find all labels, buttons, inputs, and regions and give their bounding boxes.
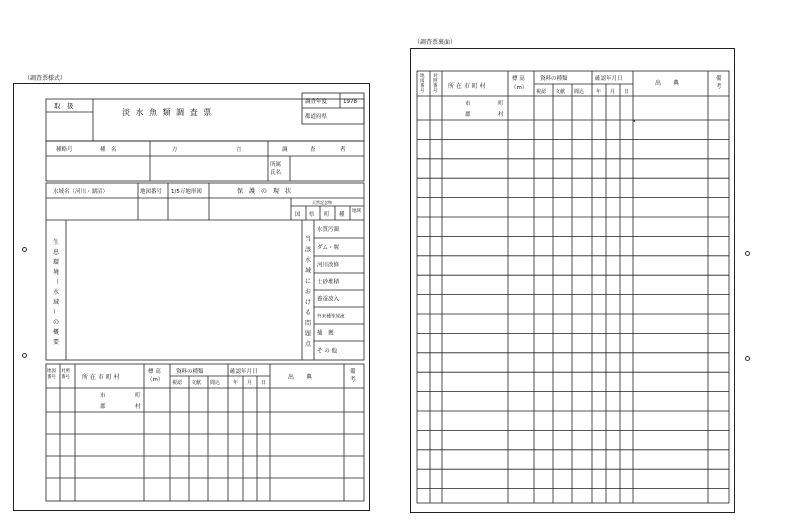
habitat-vertical-text-char: 要 xyxy=(53,339,60,346)
right-map-number-col-header-char: 図 xyxy=(420,79,425,84)
scale-header: 1/5万地形図 xyxy=(171,189,202,195)
problems-vertical-text-char: る xyxy=(305,309,312,317)
protection-header: 保 護 の 現 状 xyxy=(237,188,292,195)
confirm-day: 日 xyxy=(261,380,267,386)
right-altitude-col-line1: 標 高 xyxy=(512,76,525,82)
materials-hearsay: 聞込 xyxy=(210,380,221,386)
right-mark-dot: ◂ xyxy=(633,118,636,123)
survey-number-col-line1: 対照 xyxy=(61,369,70,374)
dialect-header-1: 方 xyxy=(172,147,178,153)
habitat-vertical-text-char: （ xyxy=(53,279,60,286)
right-map-number-col-header xyxy=(420,72,425,94)
right-map-number-col-header-char: 番 xyxy=(420,84,425,89)
district-label: 郡 xyxy=(100,404,106,410)
source-col-header: 出 典 xyxy=(288,374,313,381)
problems-vertical-text-char: 当 xyxy=(305,236,312,243)
village-label: 村 xyxy=(135,404,141,410)
habitat-vertical-text-char: ） xyxy=(53,309,60,316)
habitat-vertical-text-char: 概 xyxy=(53,329,60,336)
designation-prefecture: 県 xyxy=(309,212,315,218)
materials-visual: 視認 xyxy=(172,380,183,386)
altitude-col-line1: 標 高 xyxy=(148,369,161,375)
designation-town: 町 xyxy=(324,212,330,218)
problem-item-2: 河川改修 xyxy=(317,262,340,269)
problem-item-3: 土砂堆積 xyxy=(317,279,340,286)
right-materials-col-header: 資料の種類 xyxy=(540,76,568,82)
right-survey-number-col-header xyxy=(433,72,438,94)
right-remarks-col-line2: 考 xyxy=(716,84,722,90)
right-form-caption: （調査票裏面） xyxy=(414,39,457,46)
left-form-caption: （調査票様式） xyxy=(24,75,67,82)
right-materials-literature: 文献 xyxy=(555,89,566,95)
right-vertical-headers xyxy=(420,72,438,94)
right-altitude-col-line2: （m） xyxy=(511,85,528,91)
survey-number-col-line2: 番号 xyxy=(61,375,70,380)
right-map-number-col-header-char: 号 xyxy=(420,89,425,94)
city-label: 市 xyxy=(100,393,106,399)
waterbody-header: 水域名（河川・湖沼） xyxy=(53,189,109,195)
problem-item-4: 養蚕放入 xyxy=(317,296,340,303)
problems-vertical-text-char: に xyxy=(305,278,312,285)
problem-item-1: ダム・堰 xyxy=(317,245,340,251)
right-remarks-col-line1: 備 xyxy=(716,76,722,82)
right-materials-visual: 視認 xyxy=(536,89,547,95)
map-number-header: 地図番号 xyxy=(140,189,163,195)
confirm-month: 月 xyxy=(247,380,253,386)
remarks-col-line1: 備 xyxy=(350,369,356,375)
remarks-col-line2: 考 xyxy=(350,377,356,383)
problem-item-6: 捕 獲 xyxy=(317,330,334,337)
right-survey-number-col-header-char: 番 xyxy=(433,84,438,89)
problems-vertical-text-char: 題 xyxy=(305,330,312,338)
problems-vertical-text-char: お xyxy=(305,288,312,296)
right-source-col-header: 出 典 xyxy=(655,80,680,87)
affiliation-label-line2: 氏名 xyxy=(270,170,282,176)
right-materials-hearsay: 聞込 xyxy=(574,89,585,95)
right-town-label: 町 xyxy=(498,101,504,107)
right-confirm-date-col-header: 確認年月日 xyxy=(595,76,623,82)
right-remarks-col-header xyxy=(716,74,723,90)
designation-species: 種 xyxy=(339,212,345,218)
habitat-vertical-text-char: 水 xyxy=(53,289,60,296)
problem-item-7: そ の 他 xyxy=(317,348,337,355)
materials-col-header: 資料の種類 xyxy=(176,369,204,375)
materials-literature: 文献 xyxy=(191,380,202,386)
surveyor-header-1: 調 xyxy=(282,147,288,153)
problem-item-0: 水質汚濁 xyxy=(317,227,340,233)
right-confirm-day: 日 xyxy=(624,89,630,95)
right-confirm-month: 月 xyxy=(610,89,616,95)
right-location-col-header: 所 在 市 町 村 xyxy=(448,83,486,90)
species-name-header: 種 名 xyxy=(100,147,117,153)
affiliation-label-line1: 所属 xyxy=(270,162,282,168)
right-survey-number-col-header-char: 対 xyxy=(433,74,438,79)
habitat-vertical-text-char: 域 xyxy=(53,299,60,306)
right-survey-number-col-header-char: 号 xyxy=(433,89,438,94)
designation-top-label: 天然記念物 xyxy=(312,200,332,205)
problems-vertical-text-char: 問 xyxy=(305,320,312,327)
problems-vertical-text-char: 水 xyxy=(305,257,312,264)
habitat-vertical-text-char: の xyxy=(53,319,60,326)
survey-year-label: 調査年度 xyxy=(305,99,328,105)
habitat-vertical-text-char: 息 xyxy=(53,249,60,256)
habitat-vertical-text-char: 生 xyxy=(53,239,60,246)
designation-national: 国 xyxy=(295,212,301,218)
right-village-label: 村 xyxy=(498,112,504,118)
right-district-label: 郡 xyxy=(465,112,471,118)
form-title: 淡 水 魚 類 調 査 票 xyxy=(122,108,213,117)
office-use-label: 取 扱 xyxy=(54,102,74,110)
right-map-number-col-header-char: 地 xyxy=(420,74,425,79)
dialect-header-2: 言 xyxy=(236,147,242,153)
problems-vertical-text-char: け xyxy=(305,299,312,306)
town-label: 町 xyxy=(135,393,141,399)
problem-item-5: 外来種等放流 xyxy=(317,314,345,320)
map-number-col-line1: 地図 xyxy=(47,369,56,374)
right-city-label: 市 xyxy=(465,101,471,107)
right-survey-number-col-header-char: 照 xyxy=(433,79,438,84)
confirm-year: 年 xyxy=(233,380,239,386)
confirm-date-col-header: 確認年月日 xyxy=(230,369,258,375)
designation-area: 地域 xyxy=(352,209,361,214)
problems-vertical-text-char: 域 xyxy=(305,267,312,275)
altitude-col-line2: （m） xyxy=(147,377,164,383)
problems-vertical-text-char: 点 xyxy=(305,341,312,348)
prefecture-label: 都道府県 xyxy=(305,114,328,120)
problems-vertical-text-char: 該 xyxy=(305,246,312,254)
survey-year-value: 1978 xyxy=(343,99,357,105)
species-code-header: 種略号 xyxy=(56,147,73,153)
habitat-vertical-text-char: 境 xyxy=(53,269,60,276)
surveyor-header-3: 者 xyxy=(340,147,346,153)
habitat-vertical-text-char: 環 xyxy=(53,259,60,266)
right-altitude-col-header xyxy=(511,74,527,91)
location-col-header: 所 在 市 町 村 xyxy=(82,374,120,381)
map-number-col-line2: 番号 xyxy=(47,375,56,380)
right-confirm-year: 年 xyxy=(596,89,602,95)
surveyor-header-2: 査 xyxy=(310,147,316,153)
